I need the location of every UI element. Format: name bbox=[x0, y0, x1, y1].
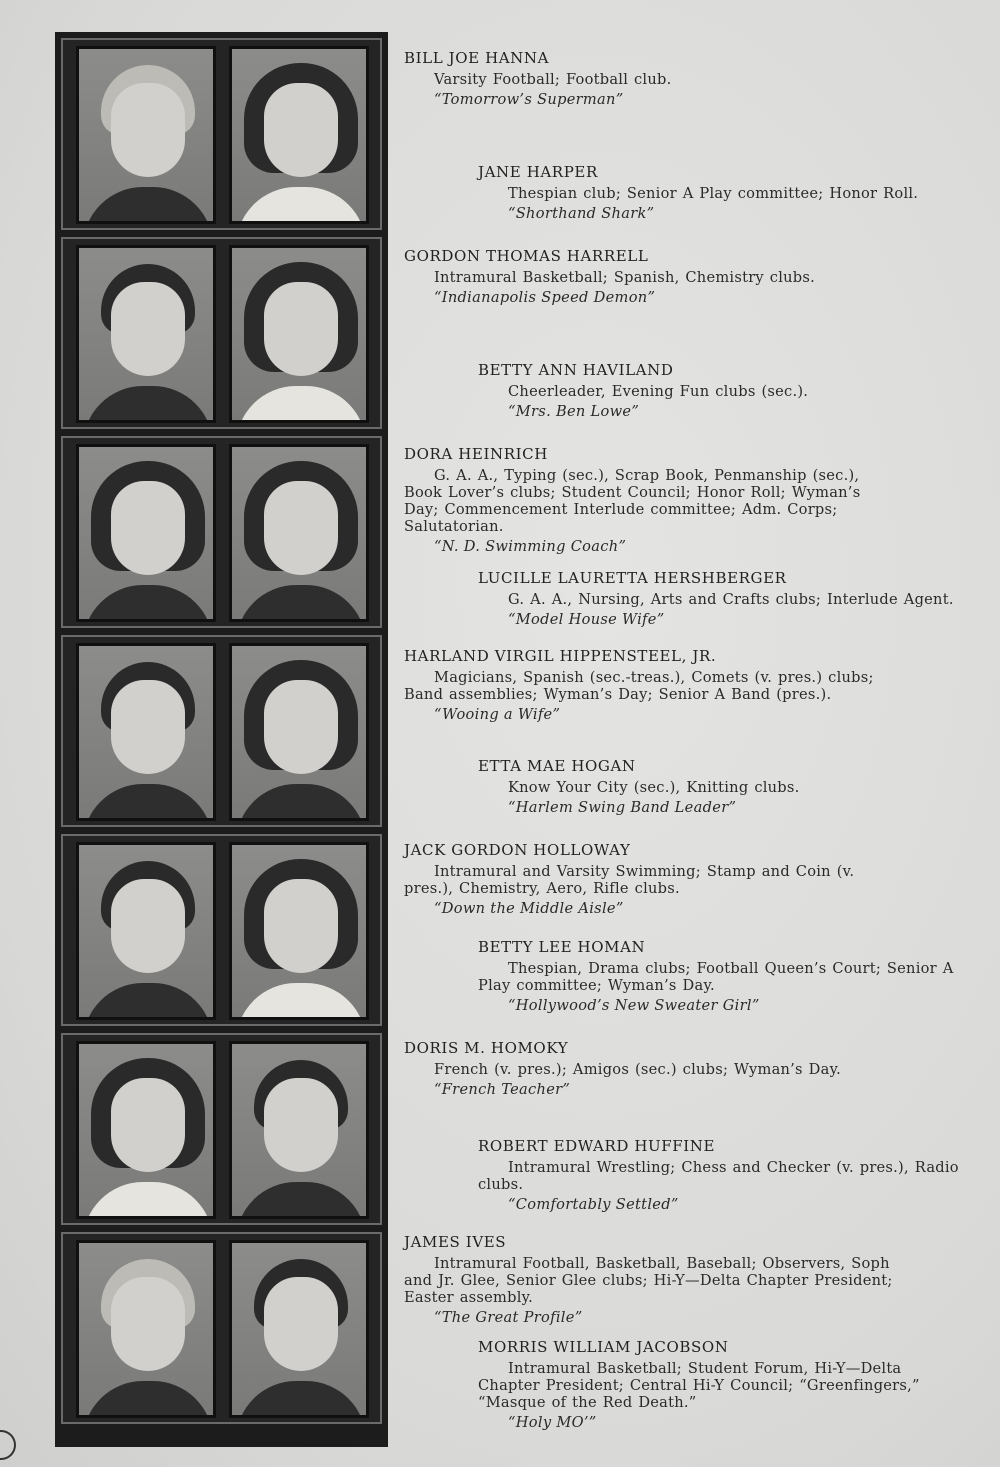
entry-name: HARLAND VIRGIL HIPPENSTEEL, JR. bbox=[404, 647, 717, 665]
entry-name: ROBERT EDWARD HUFFINE bbox=[478, 1137, 716, 1155]
entry-name: BETTY LEE HOMAN bbox=[478, 938, 646, 956]
entry-jane-harper bbox=[478, 164, 968, 222]
entry-activities: French (v. pres.); Amigos (sec.) clubs; Wyman’s Day. bbox=[434, 1061, 842, 1078]
portrait-image bbox=[79, 1044, 213, 1216]
entry-quote: “Model House Wife” bbox=[508, 611, 665, 628]
entry-quote: “Harlem Swing Band Leader” bbox=[508, 799, 737, 816]
entry-name: JAMES IVES bbox=[404, 1233, 507, 1251]
entry-activities: Cheerleader, Evening Fun clubs (sec.). bbox=[508, 383, 809, 400]
portrait-image bbox=[232, 845, 366, 1017]
entry-quote: “Tomorrow’s Superman” bbox=[434, 91, 624, 108]
photo-row bbox=[61, 635, 382, 827]
photo-james-ives bbox=[76, 1240, 216, 1418]
entry-activities: Intramural Basketball; Spanish, Chemistry clubs. bbox=[434, 269, 816, 286]
entry-james-ives bbox=[404, 1234, 894, 1326]
entry-name: LUCILLE LAURETTA HERSHBERGER bbox=[478, 569, 787, 587]
entry-activities: Intramural Wrestling; Chess and Checker (v. pres.), Radio clubs. bbox=[478, 1159, 959, 1193]
photo-row bbox=[61, 38, 382, 230]
photo-robert-edward-huffine bbox=[229, 1041, 369, 1219]
entry-name: JACK GORDON HOLLOWAY bbox=[404, 841, 631, 859]
portrait-image bbox=[232, 248, 366, 420]
entry-quote: “Comfortably Settled” bbox=[508, 1196, 679, 1213]
entry-quote: “Hollywood’s New Sweater Girl” bbox=[508, 997, 760, 1014]
photo-row bbox=[61, 436, 382, 628]
photo-betty-lee-homan bbox=[229, 842, 369, 1020]
photo-gordon-thomas-harrell bbox=[76, 245, 216, 423]
entry-lucille-lauretta-hershberger bbox=[478, 570, 968, 628]
photo-morris-william-jacobson bbox=[229, 1240, 369, 1418]
entry-morris-william-jacobson bbox=[478, 1339, 968, 1431]
portrait-image bbox=[232, 1044, 366, 1216]
portrait-image bbox=[232, 447, 366, 619]
photo-row bbox=[61, 1232, 382, 1424]
entry-quote: “French Teacher” bbox=[434, 1081, 571, 1098]
photo-dora-heinrich bbox=[76, 444, 216, 622]
entry-etta-mae-hogan bbox=[478, 758, 968, 816]
entry-quote: “Indianapolis Speed Demon” bbox=[434, 289, 656, 306]
photo-jack-gordon-holloway bbox=[76, 842, 216, 1020]
photo-jane-harper bbox=[229, 46, 369, 224]
photo-row bbox=[61, 237, 382, 429]
entry-quote: “Holy MO’” bbox=[508, 1414, 597, 1431]
entry-harland-virgil-hippensteel bbox=[404, 648, 894, 723]
photo-lucille-lauretta-hershberger bbox=[229, 444, 369, 622]
entry-activities: Thespian, Drama clubs; Football Queen’s Court; Senior A Play committee; Wyman’s Day. bbox=[478, 960, 954, 994]
entry-activities: Intramural Basketball; Student Forum, Hi-Y—Delta Chapter President; Central Hi-Y Council; “Greenfingers,” “Masque of the Red Death.” bbox=[478, 1360, 920, 1411]
photo-doris-m-homoky bbox=[76, 1041, 216, 1219]
portrait-image bbox=[79, 49, 213, 221]
entry-activities: Magicians, Spanish (sec.-treas.), Comets (v. pres.) clubs; Band assemblies; Wyman’s Day; Senior A Band (pres.). bbox=[404, 669, 874, 703]
entry-quote: “The Great Profile” bbox=[434, 1309, 583, 1326]
entry-activities: Intramural Football, Basketball, Baseball; Observers, Soph and Jr. Glee, Senior Glee clubs; Hi-Y—Delta Chapter President; Easter assembly. bbox=[404, 1255, 893, 1306]
entry-gordon-thomas-harrell bbox=[404, 248, 894, 306]
entry-quote: “Shorthand Shark” bbox=[508, 205, 655, 222]
entry-activities: Thespian club; Senior A Play committee; Honor Roll. bbox=[508, 185, 919, 202]
entry-activities: Intramural and Varsity Swimming; Stamp and Coin (v. pres.), Chemistry, Aero, Rifle clubs. bbox=[404, 863, 855, 897]
photo-bill-joe-hanna bbox=[76, 46, 216, 224]
entry-quote: “Wooing a Wife” bbox=[434, 706, 561, 723]
entry-quote: “Mrs. Ben Lowe” bbox=[508, 403, 640, 420]
entry-activities: G. A. A., Typing (sec.), Scrap Book, Penmanship (sec.), Book Lover’s clubs; Student Council; Honor Roll; Wyman’s Day; Commencement Interlude committee; Adm. Corps; Salutatorian. bbox=[404, 467, 861, 535]
page-number-mark bbox=[0, 1430, 16, 1460]
entry-robert-edward-huffine bbox=[478, 1138, 968, 1213]
entry-dora-heinrich bbox=[404, 446, 894, 555]
entry-jack-gordon-holloway bbox=[404, 842, 894, 917]
photo-column bbox=[55, 32, 388, 1447]
photo-row bbox=[61, 1033, 382, 1225]
entry-name: ETTA MAE HOGAN bbox=[478, 757, 636, 775]
entry-activities: Know Your City (sec.), Knitting clubs. bbox=[508, 779, 800, 796]
entry-quote: “N. D. Swimming Coach” bbox=[434, 538, 627, 555]
entry-doris-m-homoky bbox=[404, 1040, 894, 1098]
entry-name: MORRIS WILLIAM JACOBSON bbox=[478, 1338, 729, 1356]
entry-activities: Varsity Football; Football club. bbox=[434, 71, 672, 88]
entry-quote: “Down the Middle Aisle” bbox=[434, 900, 624, 917]
entry-name: JANE HARPER bbox=[478, 163, 598, 181]
photo-row bbox=[61, 834, 382, 1026]
portrait-image bbox=[79, 845, 213, 1017]
entry-name: BETTY ANN HAVILAND bbox=[478, 361, 674, 379]
portrait-image bbox=[79, 1243, 213, 1415]
photo-harland-virgil-hippensteel bbox=[76, 643, 216, 821]
entry-name: BILL JOE HANNA bbox=[404, 49, 550, 67]
portrait-image bbox=[232, 646, 366, 818]
entry-activities: G. A. A., Nursing, Arts and Crafts clubs; Interlude Agent. bbox=[508, 591, 954, 608]
portrait-image bbox=[79, 646, 213, 818]
portrait-image bbox=[79, 248, 213, 420]
entry-name: GORDON THOMAS HARRELL bbox=[404, 247, 649, 265]
portrait-image bbox=[232, 1243, 366, 1415]
entry-name: DORA HEINRICH bbox=[404, 445, 548, 463]
photo-etta-mae-hogan bbox=[229, 643, 369, 821]
entry-bill-joe-hanna bbox=[404, 50, 894, 108]
entry-betty-lee-homan bbox=[478, 939, 968, 1014]
portrait-image bbox=[232, 49, 366, 221]
portrait-image bbox=[79, 447, 213, 619]
photo-betty-ann-haviland bbox=[229, 245, 369, 423]
entry-betty-ann-haviland bbox=[478, 362, 968, 420]
entry-name: DORIS M. HOMOKY bbox=[404, 1039, 569, 1057]
